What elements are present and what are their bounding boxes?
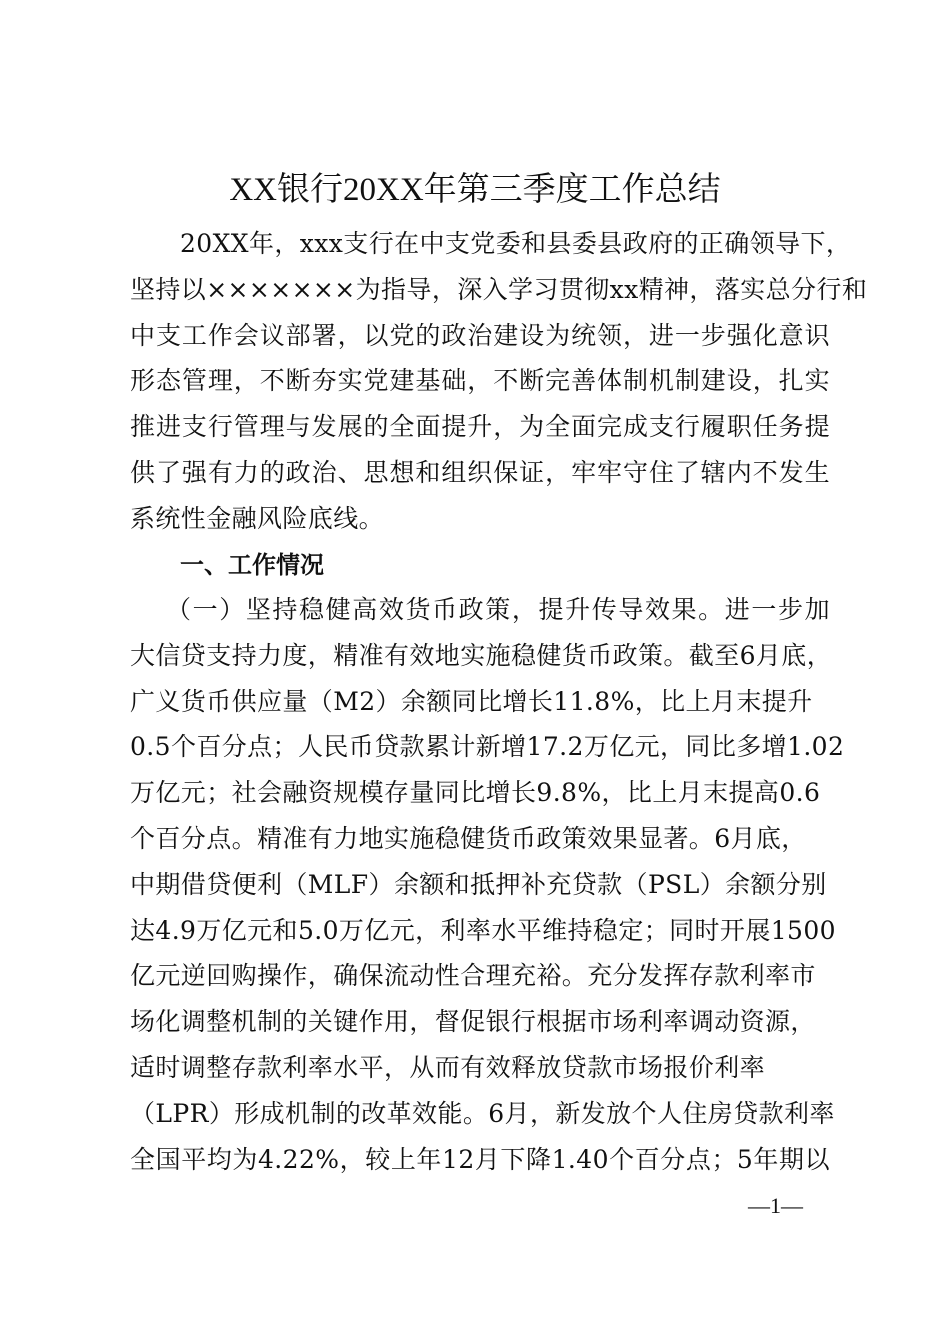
text-line: 系统性金融风险底线。 bbox=[130, 503, 385, 533]
text-line: 中期借贷便利（MLF）余额和抵押补充贷款（PSL）余额分别 bbox=[130, 869, 827, 899]
section-paragraph bbox=[130, 587, 845, 1182]
document-title: XX银行20XX年第三季度工作总结 bbox=[229, 172, 721, 208]
text-line: 适时调整存款利率水平，从而有效释放贷款市场报价利率 bbox=[130, 1052, 766, 1082]
text-line: 亿元逆回购操作，确保流动性合理充裕。充分发挥存款利率市 bbox=[130, 961, 816, 991]
page-number: —1— bbox=[748, 1193, 803, 1218]
text-line: 大信贷支持力度，精准有效地实施稳健货币政策。截至6月底， bbox=[130, 640, 833, 670]
text-line: 场化调整机制的关键作用，督促银行根据市场利率调动资源， bbox=[130, 1007, 816, 1037]
text-line: （LPR）形成机制的改革效能。6月，新发放个人住房贷款利率 bbox=[130, 1098, 835, 1128]
text-line: 20XX年，xxx支行在中支党委和县委县政府的正确领导下， bbox=[180, 229, 852, 258]
text-line: 形态管理，不断夯实党建基础，不断完善体制机制建设，扎实 bbox=[130, 366, 830, 396]
text-line: 供了强有力的政治、思想和组织保证，牢牢守住了辖内不发生 bbox=[130, 457, 830, 487]
text-line: 推进支行管理与发展的全面提升，为全面完成支行履职任务提 bbox=[130, 412, 830, 442]
text-line: （一）坚持稳健高效货币政策，提升传导效果。进一步加 bbox=[166, 595, 830, 624]
text-line: 个百分点。精准有力地实施稳健货币政策效果显著。6月底， bbox=[130, 823, 807, 853]
text-line: 全国平均为4.22%，较上年12月下降1.40个百分点；5年期以 bbox=[130, 1144, 830, 1174]
section-heading: 一、工作情况 bbox=[180, 551, 324, 579]
intro-paragraph bbox=[130, 221, 868, 542]
text-line: 达4.9万亿元和5.0万亿元，利率水平维持稳定；同时开展1500 bbox=[130, 915, 836, 945]
text-line: 广义货币供应量（M2）余额同比增长11.8%，比上月末提升 bbox=[130, 686, 813, 716]
text-line: 万亿元；社会融资规模存量同比增长9.8%，比上月末提高0.6 bbox=[130, 778, 821, 808]
text-line: 坚持以×××××××为指导，深入学习贯彻xx精神，落实总分行和 bbox=[130, 274, 868, 304]
text-line: 中支工作会议部署，以党的政治建设为统领，进一步强化意识 bbox=[130, 320, 830, 350]
text-line: 0.5个百分点；人民币贷款累计新增17.2万亿元，同比多增1.02 bbox=[130, 732, 845, 762]
